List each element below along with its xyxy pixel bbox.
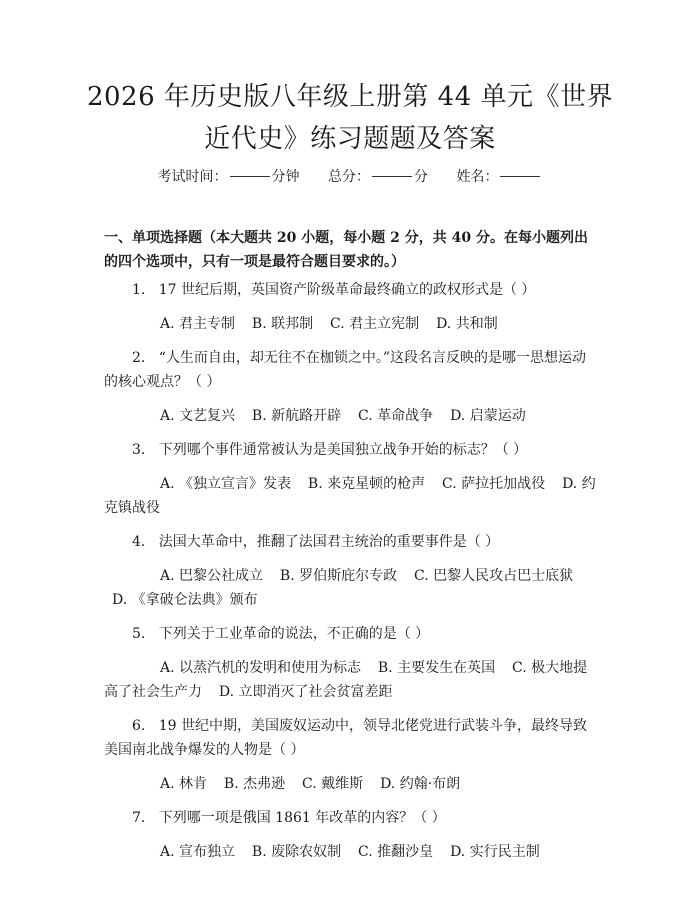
question-text: 19 世纪中期，美国废奴运动中，领导北佬党进行武装斗争，最终导致美国南北战争爆发的人物是（ ） [104, 718, 587, 758]
question-options [104, 840, 598, 864]
question-item [104, 622, 598, 704]
question-item [104, 438, 598, 520]
answer-option[interactable]: D. 约翰·布朗 [380, 776, 461, 792]
question-item [104, 806, 598, 864]
question-text: 法国大革命中，推翻了法国君主统治的重要事件是（ ） [158, 534, 500, 550]
question-list [104, 278, 598, 864]
question-stem [104, 346, 598, 394]
question-stem [104, 714, 598, 762]
question-options [104, 472, 598, 520]
question-item [104, 714, 598, 796]
answer-option[interactable]: D. 实行民主制 [450, 844, 540, 860]
answer-option[interactable]: A. 君主专制 [160, 316, 236, 332]
answer-option[interactable]: B. 杰弗逊 [223, 776, 286, 792]
question-number: 6. [132, 718, 146, 734]
section-heading: 一、单项选择题（本大题共 20 小题，每小题 2 分，共 40 分。在每小题列出的四个选项中，只有一项是最符合题目要求的。） [104, 230, 588, 270]
student-name-blank[interactable] [500, 176, 540, 177]
answer-option[interactable]: C. 萨拉托加战役 [442, 476, 546, 492]
title-line-2: 近代史》练习题题及答案 [204, 124, 496, 154]
question-options [104, 312, 598, 336]
question-number: 1. [132, 282, 146, 298]
answer-option[interactable]: C. 君主立宪制 [330, 316, 420, 332]
answer-option[interactable]: D. 立即消灭了社会贫富差距 [218, 684, 393, 700]
question-item [104, 278, 598, 336]
question-options [104, 772, 598, 796]
student-name-label: 姓名： [456, 169, 499, 185]
question-options [104, 656, 598, 704]
question-stem [104, 806, 598, 830]
answer-option[interactable]: B. 罗伯斯庇尔专政 [279, 568, 398, 584]
answer-option[interactable]: B. 联邦制 [251, 316, 314, 332]
exam-time-blank[interactable] [230, 176, 270, 177]
document-title [60, 76, 640, 160]
question-options [104, 564, 598, 612]
question-item [104, 346, 598, 428]
question-stem [104, 622, 598, 646]
question-item [104, 530, 598, 612]
question-number: 5. [132, 626, 146, 642]
exam-time-field [158, 166, 300, 188]
question-stem [104, 530, 598, 554]
question-number: 4. [132, 534, 146, 550]
question-text: 下列关于工业革命的说法，不正确的是（ ） [158, 626, 430, 642]
total-score-field [328, 166, 428, 188]
question-number: 2. [132, 350, 146, 366]
answer-option[interactable]: A. 林肯 [160, 776, 208, 792]
answer-option[interactable]: C. 巴黎人民攻占巴士底狱 [414, 568, 574, 584]
title-line-1: 2026 年历史版八年级上册第 44 单元《世界 [86, 82, 614, 112]
answer-option[interactable]: A. 巴黎公社成立 [160, 568, 264, 584]
answer-option[interactable]: B. 废除农奴制 [251, 844, 342, 860]
answer-option[interactable]: C. 推翻沙皇 [358, 844, 434, 860]
answer-option[interactable]: B. 新航路开辟 [251, 408, 342, 424]
question-stem [104, 278, 598, 302]
question-stem [104, 438, 598, 462]
question-number: 7. [132, 810, 146, 826]
question-text: “人生而自由，却无往不在枷锁之中。”这段名言反映的是哪一思想运动的核心观点？（ ） [104, 350, 587, 390]
answer-option[interactable]: A. 《独立宣言》发表 [160, 476, 292, 492]
answer-option[interactable]: B. 来克星顿的枪声 [307, 476, 426, 492]
question-number: 3. [132, 442, 146, 458]
answer-option[interactable]: C. 戴维斯 [302, 776, 364, 792]
answer-option[interactable]: D. 启蒙运动 [450, 408, 526, 424]
exam-info [0, 166, 700, 188]
answer-option[interactable]: C. 革命战争 [358, 408, 434, 424]
answer-option[interactable]: A. 以蒸汽机的发明和使用为标志 [160, 660, 362, 676]
question-text: 17 世纪后期，英国资产阶级革命最终确立的政权形式是（ ） [158, 282, 536, 298]
question-text: 下列哪个事件通常被认为是美国独立战争开始的标志？（ ） [158, 442, 528, 458]
total-score-unit: 分 [414, 169, 428, 185]
answer-option[interactable]: D. 《拿破仑法典》颁布 [112, 592, 258, 608]
answer-option[interactable]: B. 主要发生在英国 [377, 660, 496, 676]
question-options [104, 404, 598, 428]
question-text: 下列哪一项是俄国 1861 年改革的内容？（ ） [158, 810, 446, 826]
answer-option[interactable]: D. 共和制 [436, 316, 498, 332]
answer-option[interactable]: A. 宣布独立 [160, 844, 236, 860]
exam-time-label: 考试时间： [157, 169, 228, 185]
student-name-field [456, 166, 542, 188]
exam-time-unit: 分钟 [271, 169, 300, 185]
answer-option[interactable]: A. 文艺复兴 [160, 408, 236, 424]
total-score-label: 总分： [328, 169, 370, 185]
answer-option[interactable]: C. 极大地提高了社会生产力 [104, 660, 588, 700]
total-score-blank[interactable] [372, 176, 412, 177]
answer-option[interactable]: D. 约克镇战役 [104, 476, 596, 516]
